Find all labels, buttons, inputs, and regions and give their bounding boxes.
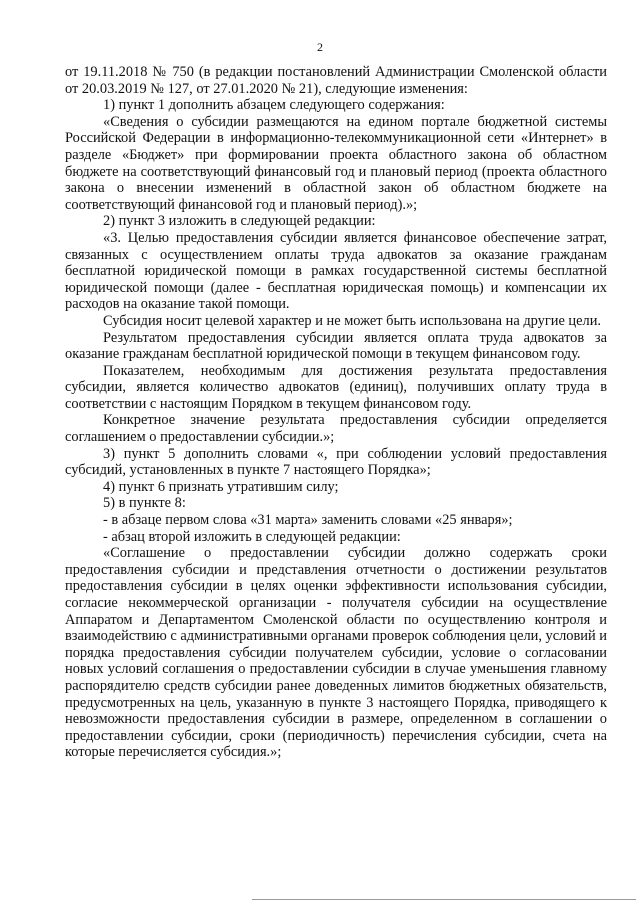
- paragraph-continuation: от 19.11.2018 № 750 (в редакции постановлений Администрации Смоленской области от 20.03.2019 № 127, от 27.01.2020 № 21), следующие изменения:: [65, 64, 607, 97]
- paragraph-item-5: 5) в пункте 8:: [103, 495, 186, 512]
- scan-edge-line: [252, 899, 636, 900]
- paragraph-specific-value: Конкретное значение результата предоставления субсидии определяется соглашением о предоставлении субсидии.»;: [65, 412, 607, 446]
- paragraph-agreement: «Соглашение о предоставлении субсидии должно содержать сроки предоставления субсидии и представления отчетности о достижении результатов предоставления субсидии в целях оценки эффективности использования субсидии, согласие некоммерческой организации - получателя субсидии на осуществление Аппаратом и Департаментом Смоленской области по осуществлению контроля и взаимодействию с административными органами проверок соблюдения цели, условий и порядка предоставления субсидии получателем субсидии, условие о согласовании новых условий соглашения о предоставлении субсидии в случае уменьшения главному распорядителю средств субсидии ранее доведенных лимитов бюджетных обязательств, предусмотренных на цель, указанную в пункте 3 настоящего Порядка, приводящего к невозможности предоставления субсидии в размере, определенном в соглашении о предоставлении субсидии, сроки (периодичность) перечисления субсидии, счета на которые перечисляется субсидия.»;: [65, 545, 607, 761]
- paragraph-dash-1: - в абзаце первом слова «31 марта» заменить словами «25 января»;: [103, 512, 513, 529]
- paragraph-item-2: 2) пункт 3 изложить в следующей редакции:: [103, 213, 376, 230]
- paragraph-indicator: Показателем, необходимым для достижения результата предоставления субсидии, является количество адвокатов (единиц), получивших оплату труда в соответствии с настоящим Порядком в текущем финансовом году.: [65, 362, 607, 412]
- paragraph-purpose: «3. Целью предоставления субсидии является финансовое обеспечение затрат, связанных с осуществлением оплаты труда адвокатов за оказание гражданам бесплатной юридической помощи в рамках государственной системы бесплатной юридической помощи (далее - бесплатная юридическая помощь) и компенсации их расходов на оказание такой помощи.: [65, 229, 607, 313]
- paragraph-result: Результатом предоставления субсидии является оплата труда адвокатов за оказание гражданам бесплатной юридической помощи в текущем финансовом году.: [65, 329, 607, 363]
- paragraph-item-3: 3) пункт 5 дополнить словами «, при соблюдении условий предоставления субсидий, установленных в пункте 7 настоящего Порядка»;: [65, 445, 607, 479]
- paragraph-item-4: 4) пункт 6 признать утратившим силу;: [103, 478, 339, 495]
- paragraph-quote-info: «Сведения о субсидии размещаются на едином портале бюджетной системы Российской Федерации в информационно-телекоммуникационной сети «Интернет» в разделе «Бюджет» при формировании проекта областного закона об областном бюджете на соответствующий финансовый год и плановый период (проекта областного закона о внесении изменений в областной закон об областном бюджете на соответствующий финансовой год и плановый период).»;: [65, 113, 607, 213]
- paragraph-dash-2: - абзац второй изложить в следующей редакции:: [103, 528, 401, 545]
- paragraph-target-use: Субсидия носит целевой характер и не может быть использована на другие цели.: [103, 312, 601, 329]
- paragraph-item-1: 1) пункт 1 дополнить абзацем следующего содержания:: [103, 97, 445, 114]
- page-number: 2: [317, 40, 323, 54]
- document-body: [65, 64, 607, 761]
